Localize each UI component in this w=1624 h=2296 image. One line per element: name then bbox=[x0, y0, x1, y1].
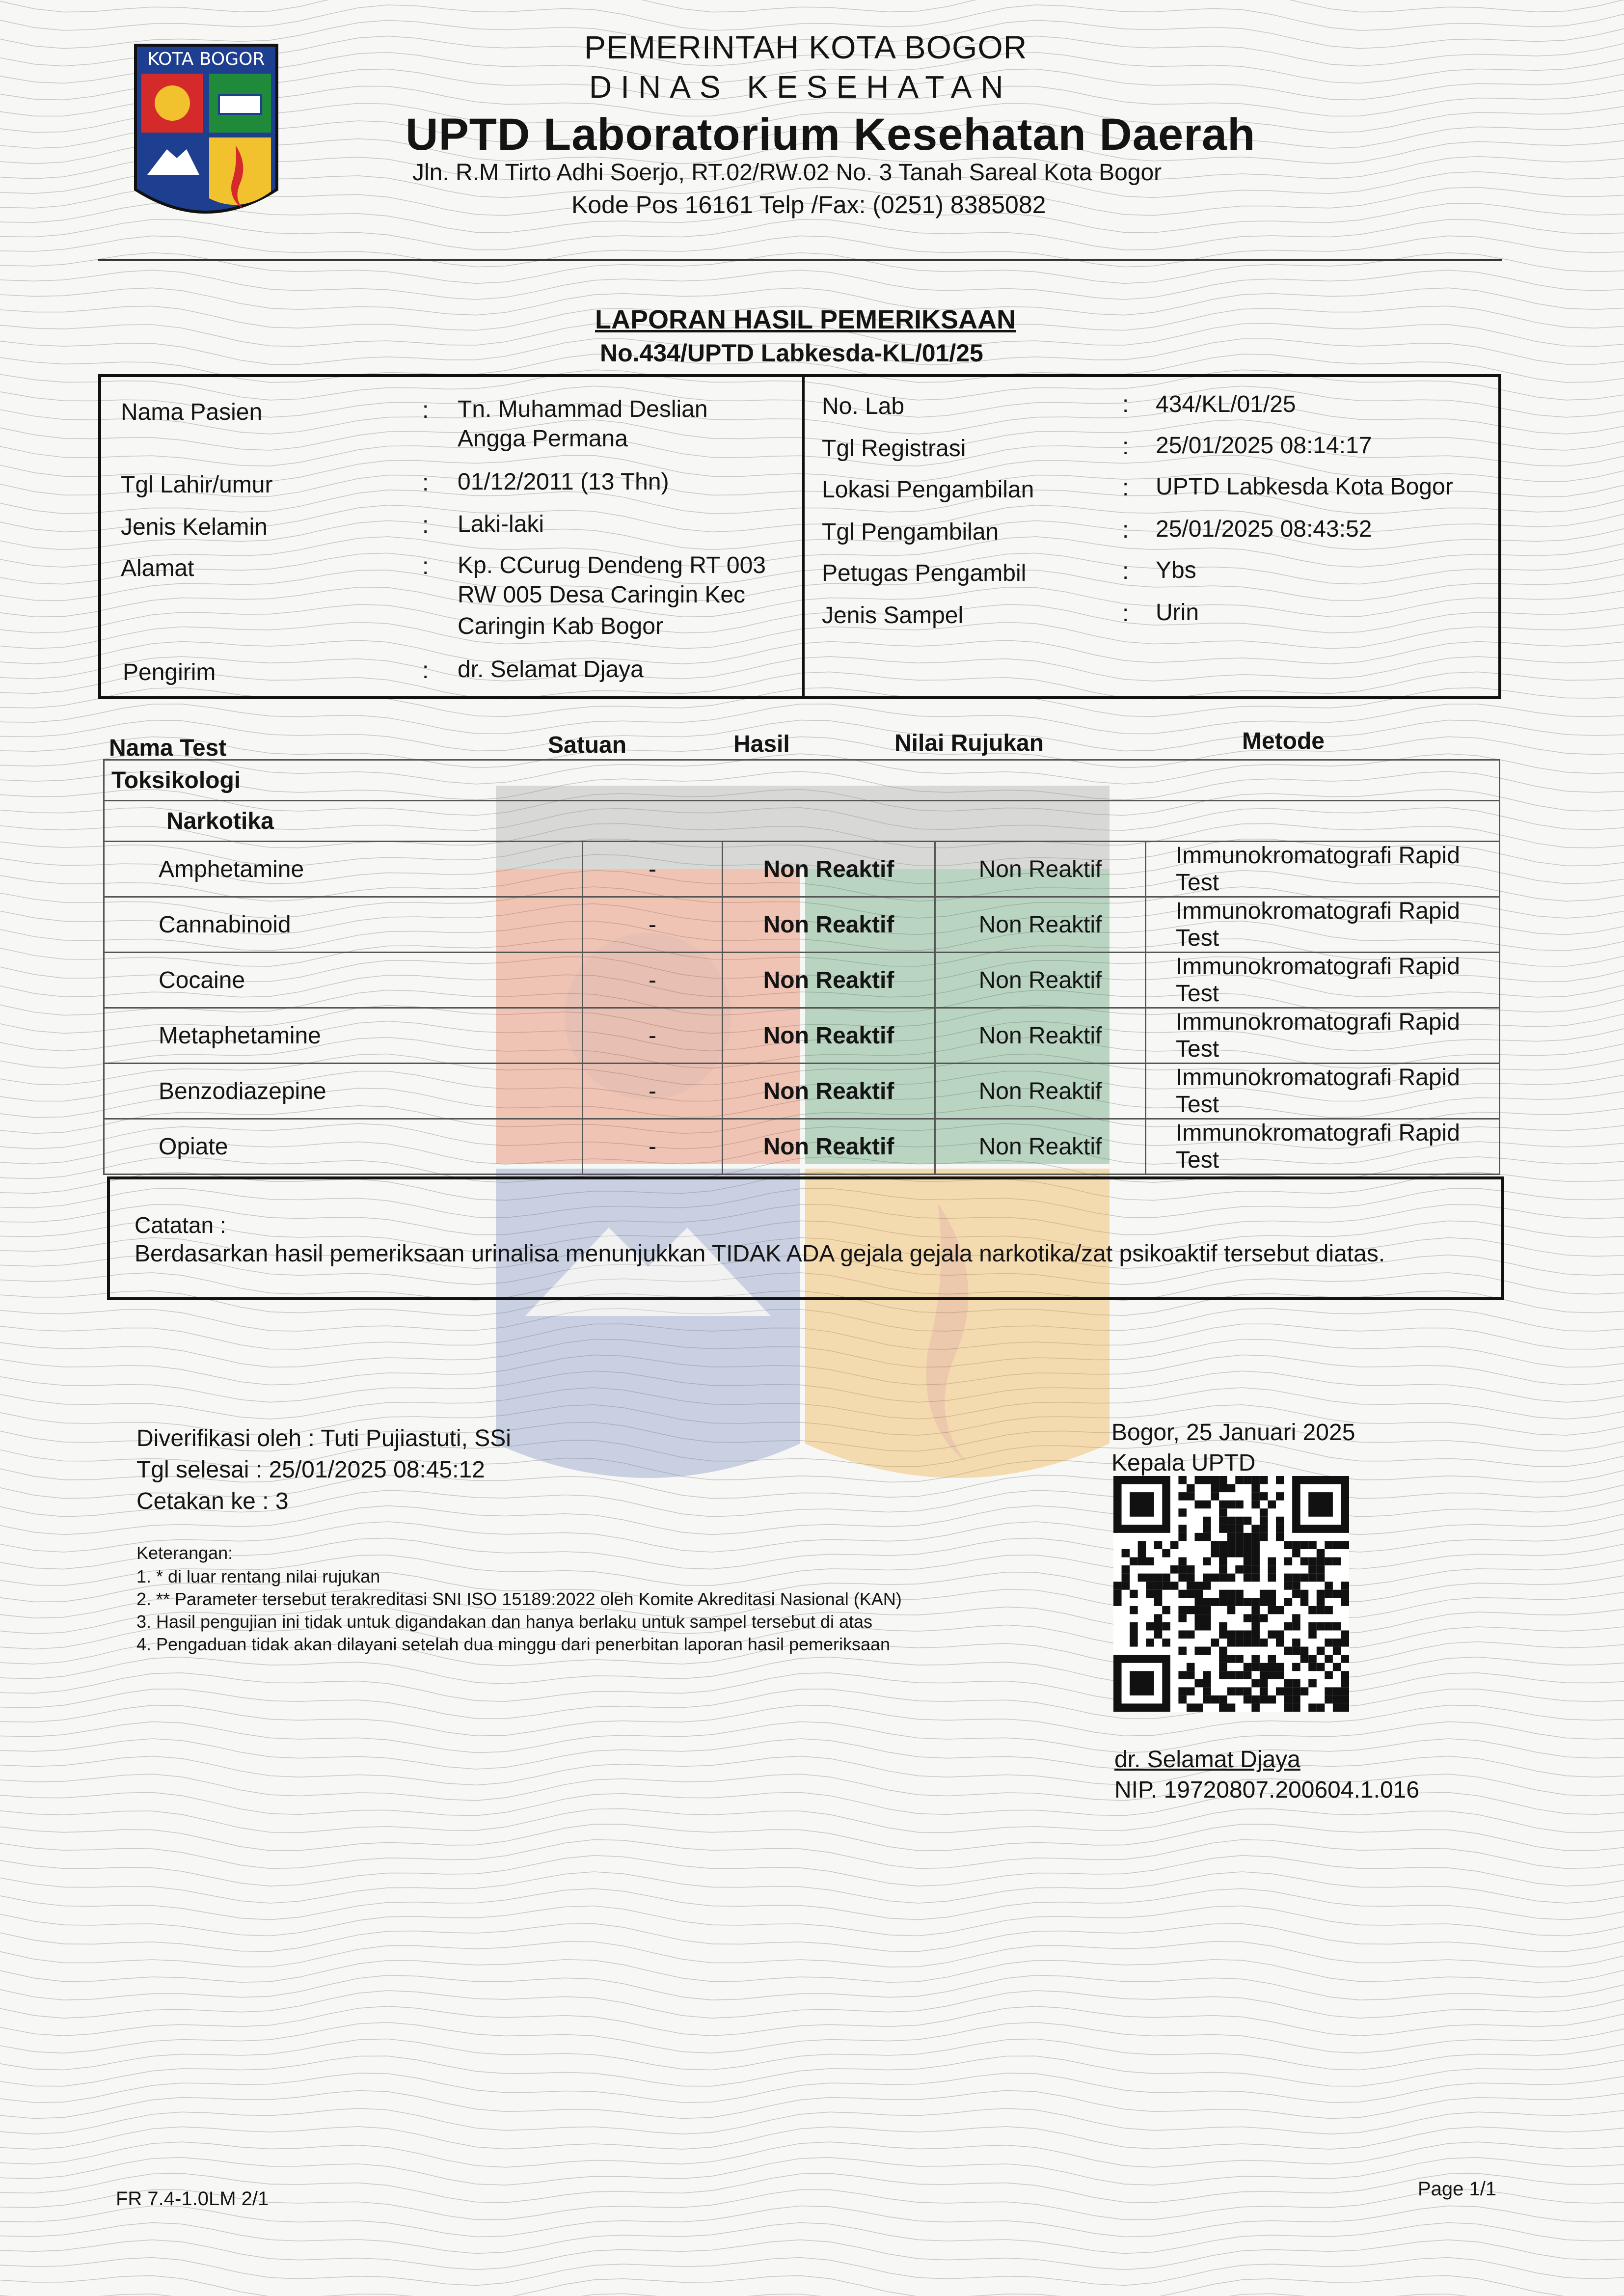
form-code: FR 7.4-1.0LM 2/1 bbox=[116, 2188, 269, 2210]
test-metode: Immunokromatografi Rapid Test bbox=[1146, 897, 1500, 953]
value-lokasi-pengambilan: UPTD Labkesda Kota Bogor bbox=[1156, 474, 1453, 500]
colon: : bbox=[1122, 558, 1129, 584]
test-hasil: Non Reaktif bbox=[723, 897, 935, 953]
finished-date: Tgl selesai : 25/01/2025 08:45:12 bbox=[136, 1457, 485, 1483]
test-rujukan: Non Reaktif bbox=[935, 842, 1146, 897]
value-alamat-1: Kp. CCurug Dendeng RT 003 bbox=[458, 552, 766, 578]
test-metode: Immunokromatografi Rapid Test bbox=[1146, 953, 1500, 1008]
colon: : bbox=[1122, 434, 1129, 460]
value-jenis-sampel: Urin bbox=[1156, 600, 1199, 626]
report-number: No.434/UPTD Labkesda-KL/01/25 bbox=[600, 339, 983, 367]
col-header-satuan: Satuan bbox=[548, 732, 627, 758]
notes-text: Berdasarkan hasil pemeriksaan urinalisa menunjukkan TIDAK ADA gejala gejala narkotika/zat psikoaktif tersebut diatas. bbox=[135, 1241, 1385, 1267]
label-nama-pasien: Nama Pasien bbox=[121, 399, 263, 425]
signature-name: dr. Selamat Djaya bbox=[1114, 1747, 1300, 1773]
keterangan-title: Keterangan: bbox=[136, 1543, 233, 1563]
test-satuan: - bbox=[583, 953, 723, 1008]
label-lokasi-pengambilan: Lokasi Pengambilan bbox=[822, 477, 1034, 503]
signature-place-date: Bogor, 25 Januari 2025 bbox=[1111, 1420, 1355, 1446]
value-alamat-2: RW 005 Desa Caringin Kec bbox=[458, 582, 746, 608]
verified-by: Diverifikasi oleh : Tuti Pujiastuti, SSi bbox=[136, 1425, 511, 1451]
test-name: Amphetamine bbox=[104, 842, 583, 897]
test-metode: Immunokromatografi Rapid Test bbox=[1146, 1008, 1500, 1064]
notes-label: Catatan : bbox=[135, 1212, 226, 1238]
print-count: Cetakan ke : 3 bbox=[136, 1488, 289, 1514]
label-pengirim: Pengirim bbox=[123, 659, 216, 685]
test-rujukan: Non Reaktif bbox=[935, 1064, 1146, 1119]
keterangan-item: 1. * di luar rentang nilai rujukan bbox=[136, 1566, 380, 1586]
test-satuan: - bbox=[583, 842, 723, 897]
value-petugas-pengambil: Ybs bbox=[1156, 557, 1196, 583]
table-row bbox=[104, 1119, 1500, 1175]
test-satuan: - bbox=[583, 1064, 723, 1119]
group-toksikologi: Toksikologi bbox=[104, 760, 1500, 801]
kota-bogor-logo bbox=[133, 42, 280, 229]
test-name: Cannabinoid bbox=[104, 897, 583, 953]
label-jenis-kelamin: Jenis Kelamin bbox=[121, 514, 268, 540]
table-row bbox=[104, 897, 1500, 953]
test-name: Opiate bbox=[104, 1119, 583, 1175]
test-hasil: Non Reaktif bbox=[723, 1064, 935, 1119]
subgroup-narkotika: Narkotika bbox=[166, 808, 274, 834]
colon: : bbox=[1122, 475, 1129, 501]
colon: : bbox=[422, 512, 429, 538]
label-jenis-sampel: Jenis Sampel bbox=[822, 602, 964, 629]
colon: : bbox=[422, 553, 429, 579]
test-hasil: Non Reaktif bbox=[723, 842, 935, 897]
page-number: Page 1/1 bbox=[1418, 2178, 1497, 2200]
colon: : bbox=[1122, 391, 1129, 417]
value-pengirim: dr. Selamat Djaya bbox=[458, 656, 644, 683]
keterangan-item: 2. ** Parameter tersebut terakreditasi SNI ISO 15189:2022 oleh Komite Akreditasi Nasional (KAN) bbox=[136, 1589, 902, 1609]
test-hasil: Non Reaktif bbox=[723, 953, 935, 1008]
test-name: Metaphetamine bbox=[104, 1008, 583, 1064]
label-no-lab: No. Lab bbox=[822, 393, 905, 419]
header-address: Jln. R.M Tirto Adhi Soerjo, RT.02/RW.02 No. 3 Tanah Sareal Kota Bogor bbox=[412, 160, 1162, 186]
qr-code-icon bbox=[1113, 1476, 1349, 1712]
group-row bbox=[104, 760, 1500, 801]
test-satuan: - bbox=[583, 1119, 723, 1175]
colon: : bbox=[1122, 601, 1129, 627]
test-hasil: Non Reaktif bbox=[723, 1008, 935, 1064]
test-metode: Immunokromatografi Rapid Test bbox=[1146, 1064, 1500, 1119]
header-government: PEMERINTAH KOTA BOGOR bbox=[584, 29, 1028, 65]
test-name: Benzodiazepine bbox=[104, 1064, 583, 1119]
label-tgl-pengambilan: Tgl Pengambilan bbox=[822, 519, 999, 545]
header-divider bbox=[98, 259, 1502, 261]
test-metode: Immunokromatografi Rapid Test bbox=[1146, 1119, 1500, 1175]
table-row bbox=[104, 1008, 1500, 1064]
header-department: DINAS KESEHATAN bbox=[589, 69, 1012, 105]
colon: : bbox=[1122, 517, 1129, 543]
colon: : bbox=[422, 657, 429, 683]
header-institution: UPTD Laboratorium Kesehatan Daerah bbox=[406, 109, 1256, 160]
colon: : bbox=[422, 397, 429, 423]
col-header-metode: Metode bbox=[1242, 728, 1325, 754]
test-rujukan: Non Reaktif bbox=[935, 897, 1146, 953]
test-metode: Immunokromatografi Rapid Test bbox=[1146, 842, 1500, 897]
header-contact: Kode Pos 16161 Telp /Fax: (0251) 8385082 bbox=[571, 191, 1046, 219]
results-table bbox=[103, 759, 1500, 1175]
label-tgl-lahir: Tgl Lahir/umur bbox=[121, 472, 273, 498]
test-satuan: - bbox=[583, 897, 723, 953]
label-tgl-registrasi: Tgl Registrasi bbox=[822, 436, 966, 462]
value-tgl-pengambilan: 25/01/2025 08:43:52 bbox=[1156, 516, 1372, 542]
test-rujukan: Non Reaktif bbox=[935, 953, 1146, 1008]
keterangan-item: 3. Hasil pengujian ini tidak untuk digandakan dan hanya berlaku untuk sampel tersebut di atas bbox=[136, 1612, 872, 1632]
value-tgl-lahir: 01/12/2011 (13 Thn) bbox=[458, 469, 669, 495]
colon: : bbox=[422, 470, 429, 496]
subgroup-row bbox=[104, 801, 1500, 842]
test-satuan: - bbox=[583, 1008, 723, 1064]
value-alamat-3: Caringin Kab Bogor bbox=[458, 613, 663, 639]
logo-text: KOTA BOGOR bbox=[147, 49, 265, 69]
col-header-nilai-rujukan: Nilai Rujukan bbox=[894, 730, 1044, 756]
table-row bbox=[104, 1064, 1500, 1119]
signature-role: Kepala UPTD bbox=[1111, 1450, 1256, 1476]
test-rujukan: Non Reaktif bbox=[935, 1008, 1146, 1064]
table-row bbox=[104, 842, 1500, 897]
col-header-hasil: Hasil bbox=[733, 731, 790, 757]
keterangan-item: 4. Pengaduan tidak akan dilayani setelah dua minggu dari penerbitan laporan hasil pemeriksaan bbox=[136, 1634, 891, 1654]
test-name: Cocaine bbox=[104, 953, 583, 1008]
label-alamat: Alamat bbox=[121, 555, 194, 581]
notes-box bbox=[107, 1176, 1504, 1300]
label-petugas-pengambil: Petugas Pengambil bbox=[822, 560, 1027, 586]
test-rujukan: Non Reaktif bbox=[935, 1119, 1146, 1175]
patient-info-divider bbox=[802, 374, 805, 699]
report-title: LAPORAN HASIL PEMERIKSAAN bbox=[595, 305, 1016, 334]
col-header-nama-test: Nama Test bbox=[109, 735, 227, 761]
value-tgl-registrasi: 25/01/2025 08:14:17 bbox=[1156, 433, 1372, 459]
value-jenis-kelamin: Laki-laki bbox=[458, 511, 544, 537]
value-no-lab: 434/KL/01/25 bbox=[1156, 391, 1296, 417]
value-nama-pasien-2: Angga Permana bbox=[458, 426, 628, 452]
test-hasil: Non Reaktif bbox=[723, 1119, 935, 1175]
value-nama-pasien: Tn. Muhammad Deslian bbox=[458, 396, 708, 422]
signature-nip: NIP. 19720807.200604.1.016 bbox=[1114, 1777, 1420, 1803]
table-row bbox=[104, 953, 1500, 1008]
